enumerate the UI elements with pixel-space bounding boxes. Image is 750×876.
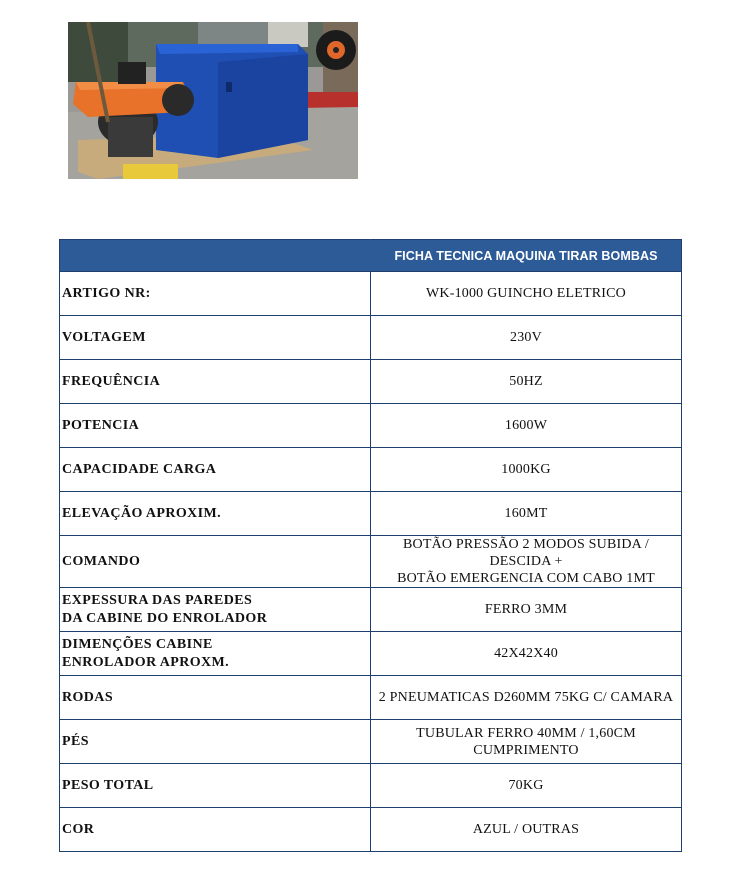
spec-label: ARTIGO NR: bbox=[60, 272, 371, 316]
spec-label: PÉS bbox=[60, 720, 371, 764]
spec-value: WK-1000 GUINCHO ELETRICO bbox=[371, 272, 682, 316]
spec-sheet-header-blank bbox=[60, 240, 371, 272]
spec-value: TUBULAR FERRO 40MM / 1,60CM CUMPRIMENTO bbox=[371, 720, 682, 764]
spec-value: 230V bbox=[371, 316, 682, 360]
spec-label: PESO TOTAL bbox=[60, 764, 371, 808]
spec-label: FREQUÊNCIA bbox=[60, 360, 371, 404]
spec-value: 70KG bbox=[371, 764, 682, 808]
spec-value: 1000KG bbox=[371, 448, 682, 492]
spec-row bbox=[60, 588, 682, 632]
spec-value: 2 PNEUMATICAS D260MM 75KG C/ CAMARA bbox=[371, 676, 682, 720]
spec-value: BOTÃO PRESSÃO 2 MODOS SUBIDA / DESCIDA + BOTÃO EMERGENCIA COM CABO 1MT bbox=[371, 536, 682, 588]
spec-sheet-body bbox=[60, 272, 682, 852]
spec-label: COR bbox=[60, 808, 371, 852]
spec-value: 160MT bbox=[371, 492, 682, 536]
spec-sheet-table bbox=[59, 239, 682, 852]
spec-sheet-header-row bbox=[60, 240, 682, 272]
spec-value: AZUL / OUTRAS bbox=[371, 808, 682, 852]
spec-value: 50HZ bbox=[371, 360, 682, 404]
spec-label: POTENCIA bbox=[60, 404, 371, 448]
spec-label: RODAS bbox=[60, 676, 371, 720]
spec-value: 1600W bbox=[371, 404, 682, 448]
spec-label: VOLTAGEM bbox=[60, 316, 371, 360]
spec-value: FERRO 3MM bbox=[371, 588, 682, 632]
spec-label: COMANDO bbox=[60, 536, 371, 588]
spec-row bbox=[60, 536, 682, 588]
spec-row bbox=[60, 448, 682, 492]
spec-row bbox=[60, 492, 682, 536]
spec-row bbox=[60, 632, 682, 676]
spec-row bbox=[60, 404, 682, 448]
spec-sheet-title: FICHA TECNICA MAQUINA TIRAR BOMBAS bbox=[371, 240, 682, 272]
spec-label: EXPESSURA DAS PAREDES DA CABINE DO ENROLADOR bbox=[60, 588, 371, 632]
spec-row bbox=[60, 316, 682, 360]
spec-row bbox=[60, 676, 682, 720]
spec-label: DIMENÇÕES CABINE ENROLADOR APROXM. bbox=[60, 632, 371, 676]
product-photo bbox=[68, 22, 358, 179]
spec-value: 42X42X40 bbox=[371, 632, 682, 676]
spec-label: CAPACIDADE CARGA bbox=[60, 448, 371, 492]
spec-label: ELEVAÇÃO APROXIM. bbox=[60, 492, 371, 536]
spec-row bbox=[60, 360, 682, 404]
spec-row bbox=[60, 720, 682, 764]
spec-row bbox=[60, 764, 682, 808]
spec-row bbox=[60, 272, 682, 316]
spec-row bbox=[60, 808, 682, 852]
